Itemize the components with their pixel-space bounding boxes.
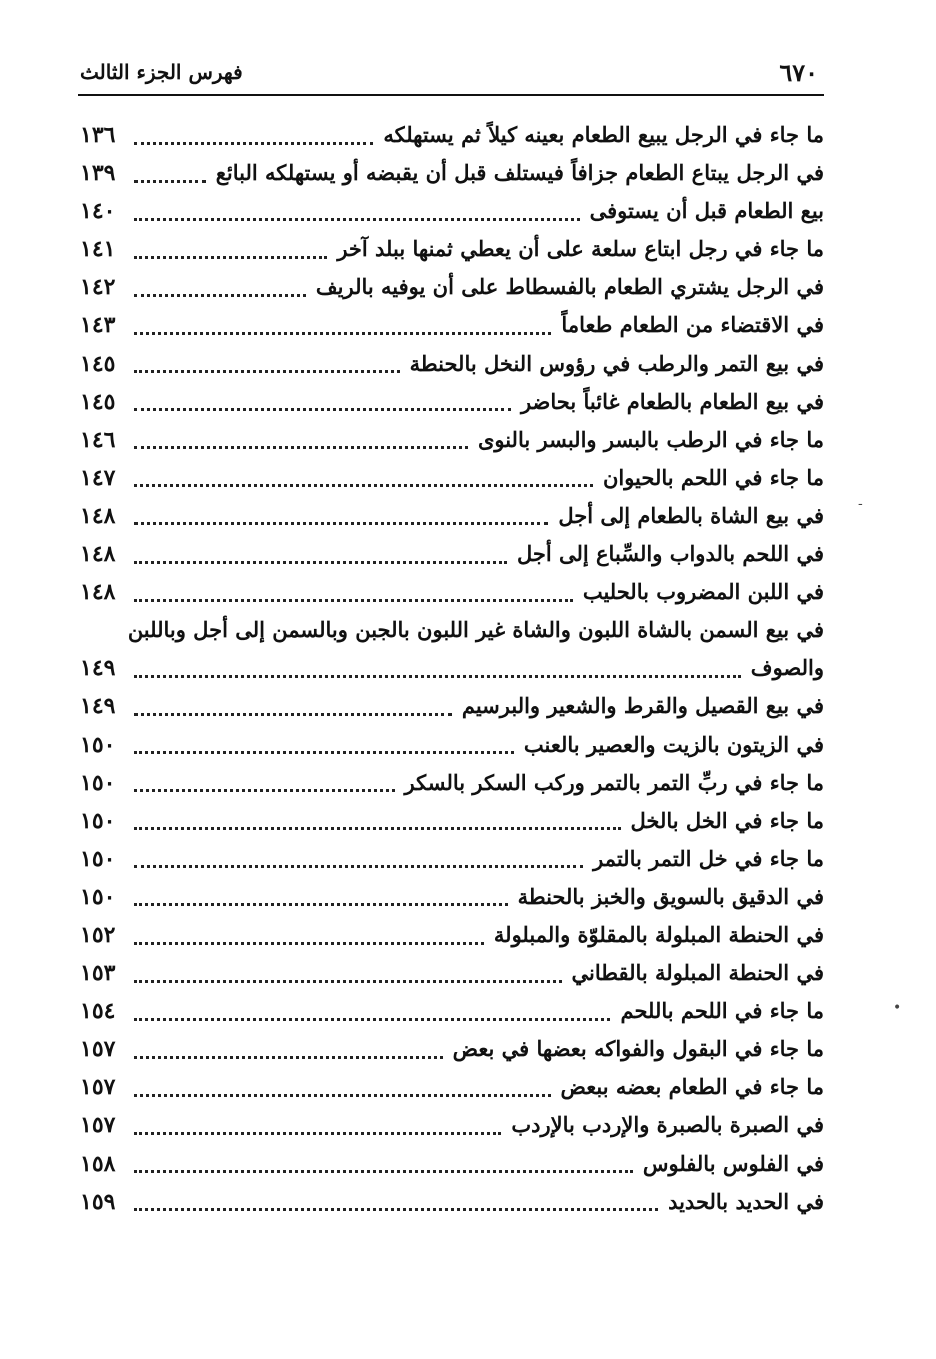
dot-leader bbox=[134, 218, 580, 221]
entry-page-number: ١٥٠ bbox=[80, 769, 116, 796]
toc-entry[interactable] bbox=[80, 230, 824, 268]
entry-title: في الاقتضاء من الطعام طعاماً bbox=[561, 312, 824, 338]
dot-leader bbox=[134, 713, 452, 716]
dot-leader bbox=[134, 1132, 501, 1135]
entry-page-number: ١٥٠ bbox=[80, 883, 116, 910]
entry-title: ما جاء في خل التمر بالتمر bbox=[593, 845, 824, 871]
entry-page-number: ١٤٩ bbox=[80, 655, 116, 682]
entry-page-number: ١٣٦ bbox=[80, 122, 116, 148]
dot-leader bbox=[134, 1056, 443, 1059]
entry-title: في بيع الشاة بالطعام إلى أجل bbox=[558, 502, 824, 528]
entry-title: ما جاء في البقول والفواكه بعضها في بعض bbox=[452, 1036, 824, 1062]
entry-page-number: ١٥٠ bbox=[80, 807, 116, 834]
entry-title: ما جاء في الخل بالخل bbox=[630, 807, 824, 833]
dot-leader bbox=[134, 561, 507, 564]
toc-entry[interactable] bbox=[80, 116, 824, 154]
toc-entry[interactable] bbox=[80, 459, 824, 497]
entry-title: في الحديد بالحديد bbox=[668, 1188, 824, 1214]
entry-page-number: ١٤٥ bbox=[80, 388, 116, 415]
entry-page-number: ١٤٢ bbox=[80, 274, 116, 301]
table-of-contents bbox=[80, 116, 824, 1221]
entry-title: في الصبرة بالصبرة والإردب بالإردب bbox=[511, 1112, 824, 1138]
entry-title: ما جاء في الرطب بالبسر والبسر بالنوى bbox=[477, 426, 824, 452]
toc-entry[interactable] bbox=[80, 345, 824, 383]
page-number: ٦٧٠ bbox=[779, 58, 818, 87]
toc-entry[interactable] bbox=[80, 497, 824, 535]
entry-title: بيع الطعام قبل أن يستوفى bbox=[589, 198, 824, 224]
entry-page-number: ١٣٩ bbox=[80, 160, 116, 187]
entry-title: ما جاء في اللحم بالحيوان bbox=[602, 464, 824, 490]
dot-leader bbox=[134, 1018, 610, 1021]
entry-title: ما جاء في رجل ابتاع سلعة على أن يعطي ثمنها ببلد آخر bbox=[337, 236, 824, 262]
entry-page-number: ١٤٧ bbox=[80, 464, 116, 491]
entry-title: في اللبن المضروب بالحليب bbox=[582, 579, 824, 605]
toc-entry[interactable] bbox=[80, 726, 824, 764]
toc-entry[interactable] bbox=[80, 840, 824, 878]
margin-dot: • bbox=[893, 1000, 902, 1016]
header-rule bbox=[78, 94, 824, 96]
dot-leader bbox=[134, 903, 508, 906]
toc-entry[interactable] bbox=[80, 1068, 824, 1106]
entry-page-number: ١٥٤ bbox=[80, 998, 116, 1025]
dot-leader bbox=[134, 256, 327, 259]
entry-page-number: ١٤٨ bbox=[80, 502, 116, 529]
entry-page-number: ١٤٨ bbox=[80, 541, 116, 568]
dot-leader bbox=[134, 980, 562, 983]
entry-title: في الرجل يشتري الطعام بالفسطاط على أن يوفيه بالريف bbox=[315, 274, 824, 300]
dot-leader bbox=[134, 294, 306, 297]
margin-mark: - bbox=[858, 496, 863, 512]
entry-page-number: ١٤٥ bbox=[80, 350, 116, 377]
dot-leader bbox=[134, 675, 741, 678]
toc-entry[interactable] bbox=[80, 535, 824, 573]
entry-title: في الدقيق بالسويق والخبز بالحنطة bbox=[517, 883, 824, 909]
entry-title: والصوف bbox=[750, 655, 824, 681]
toc-entry[interactable] bbox=[80, 1183, 824, 1221]
entry-page-number: ١٤٠ bbox=[80, 198, 116, 225]
dot-leader bbox=[134, 370, 400, 373]
entry-title: في الحنطة المبلولة بالقطاني bbox=[571, 960, 824, 986]
dot-leader bbox=[134, 827, 621, 830]
toc-entry[interactable] bbox=[80, 1145, 824, 1183]
toc-entry[interactable] bbox=[80, 878, 824, 916]
toc-entry[interactable] bbox=[80, 192, 824, 230]
dot-leader bbox=[134, 599, 573, 602]
toc-entry[interactable] bbox=[80, 802, 824, 840]
entry-title: في بيع القصيل والقرط والشعير والبرسيم bbox=[461, 693, 824, 719]
toc-entry[interactable] bbox=[80, 992, 824, 1030]
dot-leader bbox=[134, 142, 373, 145]
dot-leader bbox=[134, 942, 484, 945]
toc-entry[interactable] bbox=[80, 687, 824, 725]
entry-page-number: ١٥٠ bbox=[80, 731, 116, 758]
entry-title: في بيع التمر والرطب في رؤوس النخل بالحنطة bbox=[409, 350, 824, 376]
toc-entry[interactable] bbox=[80, 649, 824, 687]
toc-entry[interactable] bbox=[80, 573, 824, 611]
entry-title: ما جاء في ربِّ التمر بالتمر وركب السكر بالسكر bbox=[404, 769, 824, 795]
dot-leader bbox=[134, 522, 548, 525]
toc-entry[interactable] bbox=[80, 1106, 824, 1144]
dot-leader bbox=[134, 865, 583, 868]
toc-entry[interactable] bbox=[80, 306, 824, 344]
toc-entry[interactable] bbox=[80, 1030, 824, 1068]
entry-title: في بيع الطعام بالطعام غائباً بحاضر bbox=[520, 388, 824, 414]
entry-page-number: ١٥٧ bbox=[80, 1036, 116, 1063]
toc-entry[interactable] bbox=[80, 764, 824, 802]
entry-title: في الفلوس بالفلوس bbox=[642, 1150, 824, 1176]
entry-page-number: ١٤٦ bbox=[80, 426, 116, 453]
entry-title: ما جاء في الرجل يبيع الطعام بعينه كيلاً ثم يستهلكه bbox=[383, 122, 824, 147]
entry-title: في الرجل يبتاع الطعام جزافاً فيستلف قبل أن يقبضه أو يستهلكه البائع bbox=[215, 160, 824, 186]
dot-leader bbox=[134, 408, 511, 411]
entry-page-number: ١٤١ bbox=[80, 236, 116, 263]
entry-title: في الزيتون بالزيت والعصير بالعنب bbox=[523, 731, 824, 757]
running-title: فهرس الجزء الثالث bbox=[80, 60, 243, 84]
toc-entry[interactable] bbox=[80, 154, 824, 192]
toc-entry[interactable] bbox=[80, 611, 824, 649]
entry-page-number: ١٥٧ bbox=[80, 1112, 116, 1139]
dot-leader bbox=[134, 484, 593, 487]
dot-leader bbox=[134, 446, 468, 449]
toc-entry[interactable] bbox=[80, 916, 824, 954]
entry-title: ما جاء في اللحم باللحم bbox=[620, 998, 824, 1024]
entry-title: ما جاء في الطعام بعضه ببعض bbox=[560, 1074, 824, 1100]
dot-leader bbox=[134, 180, 206, 183]
entry-page-number: ١٤٣ bbox=[80, 312, 116, 339]
entry-page-number: ١٥٣ bbox=[80, 960, 116, 987]
dot-leader bbox=[134, 1094, 551, 1097]
entry-page-number: ١٥٨ bbox=[80, 1150, 116, 1177]
toc-entry[interactable] bbox=[80, 421, 824, 459]
entry-title: في الحنطة المبلولة بالمقلوّة والمبلولة bbox=[493, 921, 824, 947]
entry-title: في اللحم بالدواب والسِّباع إلى أجل bbox=[516, 541, 824, 567]
toc-entry[interactable] bbox=[80, 954, 824, 992]
page-header bbox=[78, 56, 822, 92]
dot-leader bbox=[134, 1208, 658, 1211]
dot-leader bbox=[134, 332, 551, 335]
dot-leader bbox=[134, 751, 514, 754]
dot-leader bbox=[134, 789, 395, 792]
entry-page-number: ١٥٠ bbox=[80, 845, 116, 872]
entry-page-number: ١٤٨ bbox=[80, 579, 116, 606]
entry-page-number: ١٥٧ bbox=[80, 1074, 116, 1101]
toc-entry[interactable] bbox=[80, 383, 824, 421]
entry-page-number: ١٥٢ bbox=[80, 921, 116, 948]
entry-page-number: ١٤٩ bbox=[80, 693, 116, 720]
dot-leader bbox=[134, 1170, 633, 1173]
entry-page-number: ١٥٩ bbox=[80, 1188, 116, 1215]
toc-entry[interactable] bbox=[80, 268, 824, 306]
entry-title: في بيع السمن بالشاة اللبون والشاة غير اللبون بالجبن وبالسمن إلى أجل وباللبن bbox=[127, 617, 824, 643]
